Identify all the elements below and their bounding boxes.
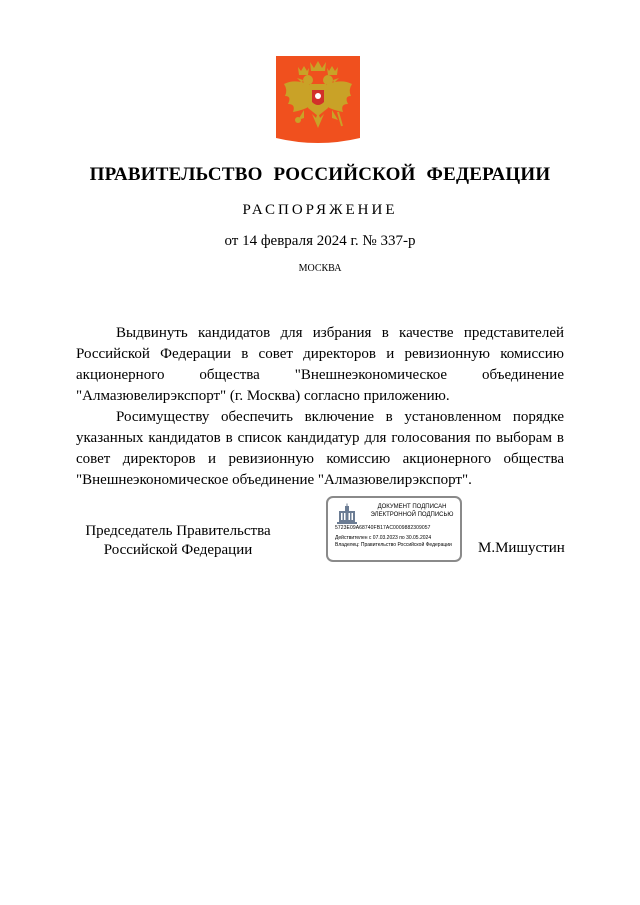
stamp-heading-line-1: ДОКУМЕНТ ПОДПИСАН: [377, 504, 447, 510]
government-building-icon: [336, 503, 358, 525]
document-body: [76, 323, 564, 491]
stamp-heading-line-2: ЭЛЕКТРОННОЙ ПОДПИСЬЮ: [370, 511, 454, 518]
document-type: РАСПОРЯЖЕНИЕ: [242, 202, 398, 218]
certificate-serial: 5723E09A68740FB17AC000988230905​7: [335, 525, 431, 531]
body-paragraph-1: Выдвинуть кандидатов для избрания в качестве представителей Российской Федерации в совет директоров и ревизионную комиссию акционерного общества "Внешнеэкономическое объединение "Алмазювелирэкспорт" (г. Москва) согласно приложению.: [76, 325, 564, 404]
coat-of-arms-emblem: [276, 56, 360, 144]
electronic-signature-stamp: [326, 496, 462, 562]
document-date-number: от 14 февраля 2024 г. № 337-р: [224, 233, 416, 249]
body-paragraph-2: Росимуществу обеспечить включение в установленном порядке указанных кандидатов в список кандидатур для голосования по выборам в совет директоров и ревизионную комиссию акционерного общества "Внешнеэкономическое объединение "Алмазювелирэкспорт".: [76, 409, 564, 488]
signer-name: М.Мишустин: [478, 540, 565, 556]
signer-position-line-2: Российской Федерации: [103, 542, 253, 558]
government-title: ПРАВИТЕЛЬСТВО РОССИЙСКОЙ ФЕДЕРАЦИИ: [89, 164, 551, 185]
signer-position-line-1: Председатель Правительства: [85, 523, 271, 539]
stamp-heading: [364, 504, 460, 519]
document-city: МОСКВА: [298, 263, 342, 274]
certificate-validity: Действителен с 07.03.2023 по 30.05.2024: [335, 535, 432, 541]
certificate-owner: Владелец: Правительство Российской Федерации: [335, 542, 452, 548]
signer-position: [78, 522, 278, 560]
